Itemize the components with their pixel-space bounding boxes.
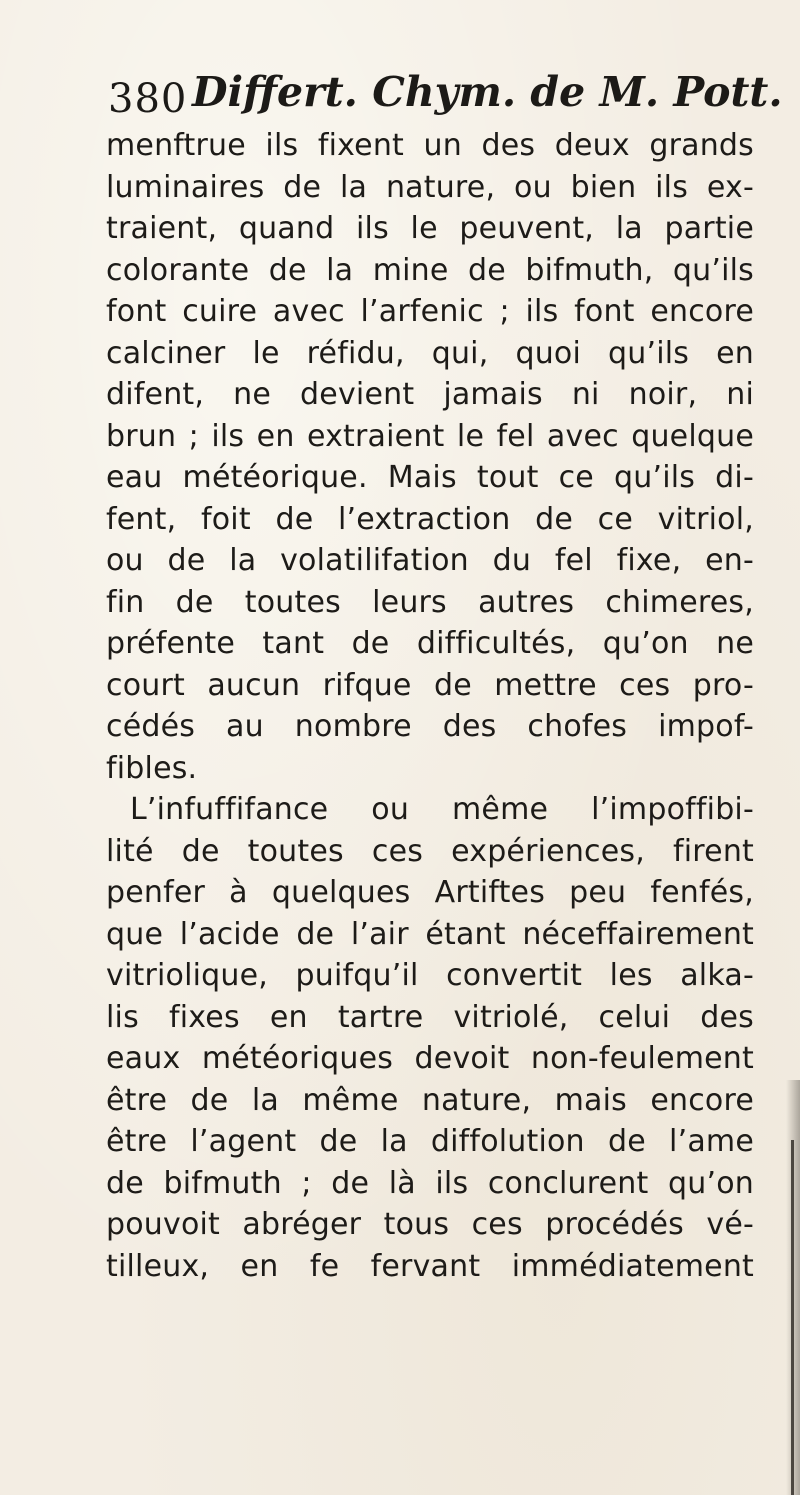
page-number: 380 xyxy=(108,76,188,122)
text-line: de bifmuth ; de là ils conclurent qu’on xyxy=(106,1165,754,1201)
text-line: calciner le réfidu, qui, quoi qu’ils en xyxy=(106,335,754,371)
running-title: Differt. Chym. de M. Pott. xyxy=(192,68,783,116)
page-header xyxy=(108,68,783,128)
paragraph-end-line: fibles. xyxy=(106,750,198,786)
text-line: court aucun rifque de mettre ces pro- xyxy=(106,667,754,703)
text-line: ou de la volatilifation du fel fixe, en- xyxy=(106,543,754,578)
text-line: lité de toutes ces expériences, firent xyxy=(106,833,754,869)
text-line: être l’agent de la diffolution de l’ame xyxy=(106,1124,754,1159)
text-line: lis fixes en tartre vitriolé, celui des xyxy=(106,999,754,1035)
text-line: être de la même nature, mais encore xyxy=(106,1082,754,1118)
text-line: eau météorique. Mais tout ce qu’ils di- xyxy=(106,460,754,495)
text-line: fent, foit de l’extraction de ce vitriol, xyxy=(106,501,754,537)
text-line: luminaires de la nature, ou bien ils ex- xyxy=(106,169,754,205)
text-line: difent, ne devient jamais ni noir, ni xyxy=(106,377,754,412)
text-line: préfente tant de difficultés, qu’on ne xyxy=(106,626,754,661)
text-line: colorante de la mine de bifmuth, qu’ils xyxy=(106,252,754,288)
text-line: brun ; ils en extraient le fel avec quelque xyxy=(106,418,754,454)
text-line: eaux météoriques devoit non-feulement xyxy=(106,1041,754,1076)
text-line: fin de toutes leurs autres chimeres, xyxy=(106,584,754,620)
body-text xyxy=(106,125,754,1287)
text-line: vitriolique, puifqu’il convertit les alka- xyxy=(106,958,754,993)
page-edge-line xyxy=(791,1140,794,1495)
text-line: penfer à quelques Artiftes peu fenfés, xyxy=(106,875,754,910)
text-line: traient, quand ils le peuvent, la partie xyxy=(106,211,754,246)
text-line: menftrue ils fixent un des deux grands xyxy=(106,128,754,163)
text-line: que l’acide de l’air étant néceffairement xyxy=(106,916,754,952)
text-line: pouvoit abréger tous ces procédés vé- xyxy=(106,1207,754,1242)
text-line: tilleux, en fe fervant immédiatement xyxy=(106,1248,754,1284)
paragraph-start-line: L’infuffifance ou même l’impoffibi- xyxy=(130,792,754,827)
text-line: font cuire avec l’arfenic ; ils font encore xyxy=(106,294,754,329)
text-line: cédés au nombre des chofes impof- xyxy=(106,709,754,744)
